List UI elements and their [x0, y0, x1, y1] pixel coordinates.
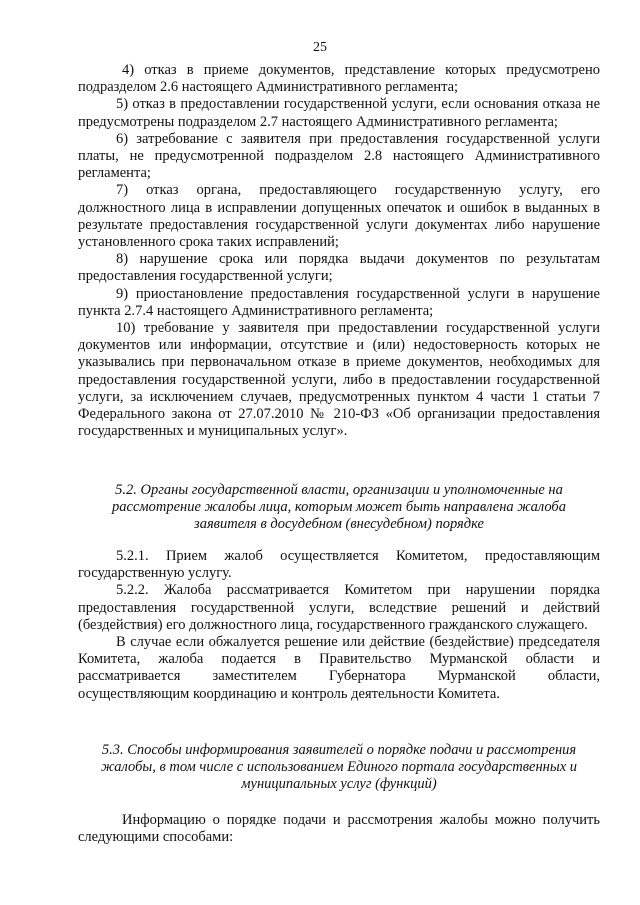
- list-item: 6) затребование с заявителя при предоставления государственной услуги платы, не предусмотренной подразделом 2.8 настоящего Административного регламента;: [78, 130, 600, 182]
- paragraph: В случае если обжалуется решение или действие (бездействие) председателя Комитета, жалоба подается в Правительство Мурманской области и рассматривается заместителем Губернатора Мурманской области, осуществляющим координацию и контроль деятельности Комитета.: [78, 634, 600, 702]
- section-5-2-heading-block: [78, 482, 600, 534]
- paragraph: 5.2.2. Жалоба рассматривается Комитетом при нарушении порядка предоставления государственной услуги, вследствие решений и действий (бездействия) его должностного лица, государственного гражданского служащего.: [78, 582, 600, 633]
- list-item: 8) нарушение срока или порядка выдачи документов по результатам предоставления государственной услуги;: [78, 251, 600, 285]
- list-item: 4) отказ в приеме документов, представление которых предусмотрено подразделом 2.6 настоящего Административного регламента;: [78, 62, 600, 96]
- list-item: 7) отказ органа, предоставляющего государственную услугу, его должностного лица в исправлении допущенных опечаток и ошибок в выданных в результате предоставления государственной услуги документах либо нарушение установленного срока таких исправлений;: [78, 182, 600, 251]
- paragraph: 5.2.1. Прием жалоб осуществляется Комитетом, предоставляющим государственную услугу.: [78, 548, 600, 582]
- section-heading: 5.2. Органы государственной власти, организации и уполномоченные на рассмотрение жалобы лица, которым может быть направлена жалоба заявителя в досудебном (внесудебном) порядке: [112, 482, 566, 533]
- section-heading: 5.3. Способы информирования заявителей о порядке подачи и рассмотрения жалобы, в том числе с использованием Единого портала государственных и муниципальных услуг (функций): [100, 742, 578, 793]
- page-number: 25: [313, 40, 327, 55]
- section-5-3-body: [78, 812, 600, 846]
- section-5-2-body: [78, 548, 600, 703]
- list-item: 9) приостановление предоставления государственной услуги в нарушение пункта 2.7.4 настоящего Административного регламента;: [78, 285, 600, 319]
- section-5-3-heading-block: [78, 742, 600, 794]
- list-item: 5) отказ в предоставлении государственной услуги, если основания отказа не предусмотрены подразделом 2.7 настоящего Административного регламента;: [78, 96, 600, 130]
- list-item: 10) требование у заявителя при предоставлении государственной услуги документов или информации, отсутствие и (или) недостоверность которых не указывались при первоначальном отказе в приеме документов, необходимых для предоставления государственной услуги, либо в предоставлении государственной услуги, за исключением случаев, предусмотренных пунктом 4 части 1 статьи 7 Федерального закона от 27.07.2010 № 210-ФЗ «Об организации предоставления государственных и муниципальных услуг».: [78, 320, 600, 440]
- violations-list: [78, 62, 600, 440]
- paragraph: Информацию о порядке подачи и рассмотрения жалобы можно получить следующими способами:: [78, 812, 600, 846]
